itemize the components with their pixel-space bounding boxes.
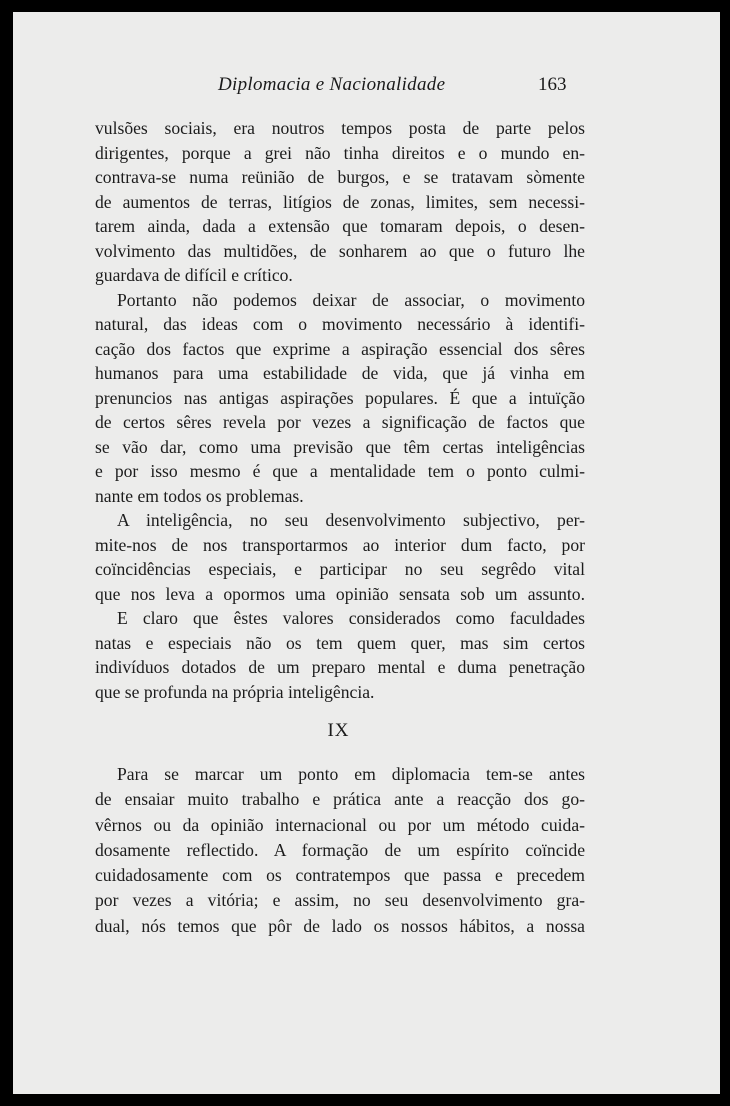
text-line: cuidadosamente com os contratempos que passa e precedem [95,865,585,886]
text-line: que se profunda na própria inteligência. [95,681,375,702]
text-line: volvimento das multidões, de sonharem ao que o futuro lhe [95,240,585,261]
text-line: de certos sêres revela por vezes a significação de factos que [95,412,585,432]
text-line: humanos para uma estabilidade de vida, que já vinha em [95,363,585,383]
body-text-before-section [95,116,585,704]
text-line: natural, das ideas com o movimento necessário à identifi- [95,314,585,334]
text-line: E claro que êstes valores considerados como faculdades [117,608,585,628]
text-line: dual, nós temos que pôr de lado os nossos hábitos, a nossa [95,915,585,936]
text-line: se vão dar, como uma previsão que têm certas inteligências [95,436,585,457]
text-line: vulsões sociais, era noutros tempos posta de parte pelos [95,118,585,138]
text-line: dosamente reflectido. A formação de um espírito coïncide [95,839,585,860]
section-number: IX [327,720,350,741]
text-line: dirigentes, porque a grei não tinha direitos e o mundo en- [95,142,585,163]
text-line: indivíduos dotados de um preparo mental e duma penetração [95,657,585,677]
text-line: que nos leva a opormos uma opinião sensata sob um assunto. [95,583,585,604]
text-line: tarem ainda, dada a extensão que tomaram depois, o desen- [95,216,585,236]
text-line: prenuncios nas antigas aspirações populares. É que a intuïção [95,387,585,408]
text-line: de aumentos de terras, litígios de zonas, limites, sem necessi- [95,191,585,212]
text-line: mite-nos de nos transportarmos ao interior dum facto, por [95,534,585,555]
paragraph [95,288,585,509]
text-line: e por isso mesmo é que a mentalidade tem o ponto culmi- [95,461,585,481]
paragraph [95,606,585,704]
text-line: coïncidências especiais, e participar no seu segrêdo vital [95,559,585,579]
running-title: Diplomacia e Nacionalidade [218,74,446,95]
text-line: contrava-se numa reünião de burgos, e se tratavam sòmente [95,167,585,187]
text-line: vêrnos ou da opinião internacional ou por um método cuida- [95,814,585,835]
paragraph [95,508,585,606]
page-number: 163 [538,74,567,95]
body-text-after-section [95,762,585,939]
text-line: cação dos factos que exprime a aspiração essencial dos sêres [95,338,585,359]
text-line: por vezes a vitória; e assim, no seu desenvolvimento gra- [95,890,585,911]
text-line: natas e especiais não os tem quem quer, mas sim certos [95,632,585,653]
text-line: A inteligência, no seu desenvolvimento subjectivo, per- [117,510,585,530]
paragraph [95,762,585,939]
book-page [13,12,720,1094]
page-header [13,74,720,102]
text-line: guardava de difícil e crítico. [95,265,293,285]
text-line: de ensaiar muito trabalho e prática ante a reacção dos go- [95,789,585,810]
paragraph [95,116,585,288]
text-line: Para se marcar um ponto em diplomacia tem-se antes [117,764,585,784]
text-line: nante em todos os problemas. [95,485,304,506]
text-line: Portanto não podemos deixar de associar, o movimento [117,289,585,310]
section-heading [13,720,720,742]
